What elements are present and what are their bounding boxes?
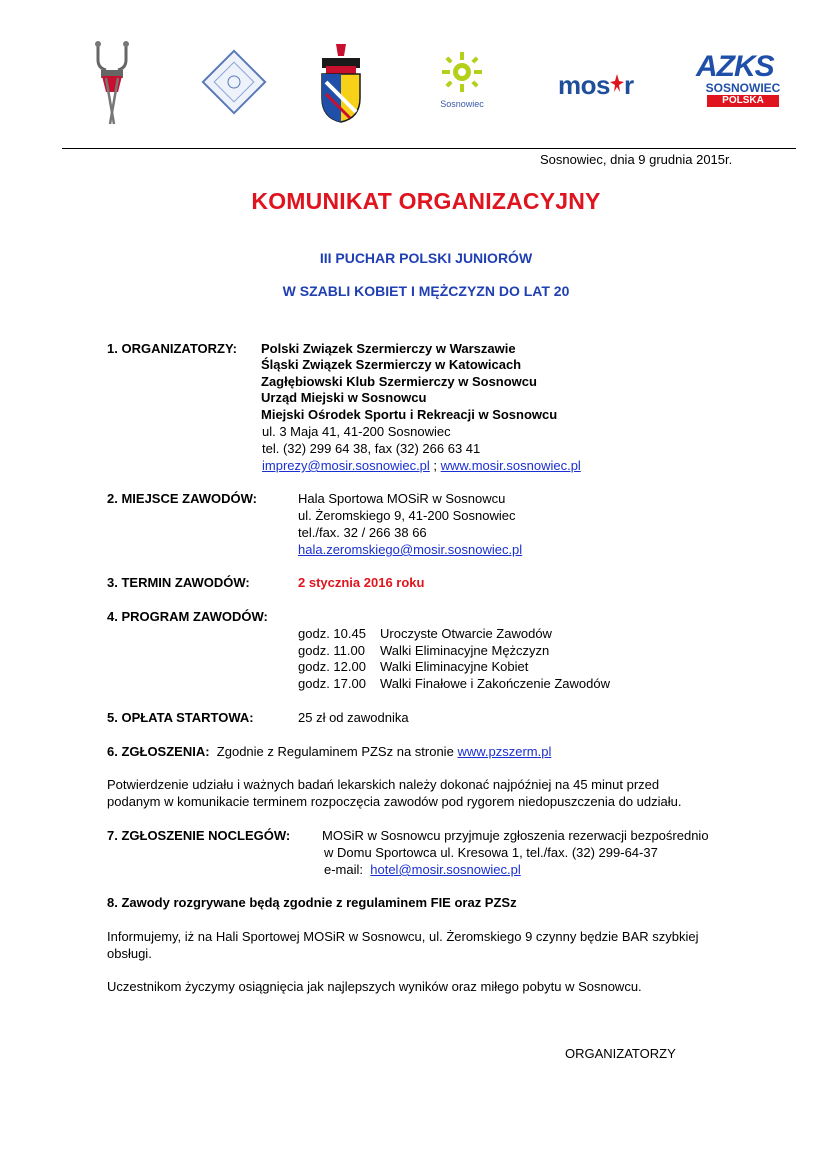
entries-text: Zgodnie z Regulaminem PZSz na stronie <box>216 744 454 759</box>
venue-line-1: Hala Sportowa MOSiR w Sosnowcu <box>298 491 506 506</box>
sosnowiec-caption: Sosnowiec <box>440 99 484 109</box>
azks-logo-text: AZKS <box>696 50 774 83</box>
organizer-website-link[interactable]: www.mosir.sosnowiec.pl <box>440 458 581 473</box>
sosnowiec-city-logo <box>432 50 492 109</box>
program-event-4: Walki Finałowe i Zakończenie Zawodów <box>380 676 611 691</box>
lodging-line-2: w Domu Sportowca ul. Kresowa 1, tel./fax. (32) 299-64-37 <box>324 845 658 860</box>
lodging-email-row <box>324 862 521 879</box>
page-title: KOMUNIKAT ORGANIZACYJNY <box>251 188 601 214</box>
mosir-logo-text-r: r <box>623 70 635 100</box>
date-line: Sosnowiec, dnia 9 grudnia 2015r. <box>540 152 733 167</box>
azks-logo-city: SOSNOWIEC <box>705 81 781 95</box>
program-event-3: Walki Eliminacyjne Kobiet <box>380 659 529 674</box>
venue-email-link[interactable]: hala.zeromskiego@mosir.sosnowiec.pl <box>298 542 523 557</box>
pzszerm-link[interactable]: www.pzszerm.pl <box>457 744 552 759</box>
event-date: 2 stycznia 2016 roku <box>298 575 425 590</box>
fee-value: 25 zł od zawodnika <box>298 710 409 725</box>
venue-label: 2. MIEJSCE ZAWODÓW: <box>107 491 257 506</box>
closing-text: Uczestnikom życzymy osiągnięcia jak najlepszych wyników oraz miłego pobytu w Sosnowcu. <box>107 979 642 994</box>
mosir-logo-text: mos <box>558 70 610 100</box>
azks-logo-country: POLSKA <box>707 95 779 107</box>
header-divider <box>62 148 796 149</box>
program-event-1: Uroczyste Otwarcie Zawodów <box>380 626 552 641</box>
mosir-logo <box>558 70 634 101</box>
organizer-line-1: Polski Związek Szermierczy w Warszawie <box>261 341 516 356</box>
entries-note-line-2: podanym w komunikacie terminem rozpoczęcia zawodów pod rygorem niedopuszczenia do udziału. <box>107 794 682 809</box>
subtitle-line-2: W SZABLI KOBIET I MĘŻCZYZN DO LAT 20 <box>282 283 570 299</box>
organizer-contacts <box>262 458 581 475</box>
organizer-address: ul. 3 Maja 41, 41-200 Sosnowiec <box>262 424 451 439</box>
lodging-label: 7. ZGŁOSZENIE NOCLEGÓW: <box>107 828 291 843</box>
lodging-email-label: e-mail: <box>324 862 364 877</box>
venue-line-3: tel./fax. 32 / 266 38 66 <box>298 525 427 540</box>
organizer-line-5: Miejski Ośrodek Sportu i Rekreacji w Sosnowcu <box>261 407 558 422</box>
azks-sosnowiec-logo <box>696 52 790 107</box>
rules-statement: 8. Zawody rozgrywane będą zgodnie z regulaminem FIE oraz PZSz <box>107 895 517 910</box>
entries-row <box>107 744 551 761</box>
program-event-2: Walki Eliminacyjne Mężczyzn <box>380 643 550 658</box>
venue-line-2: ul. Żeromskiego 9, 41-200 Sosnowiec <box>298 508 516 523</box>
organizer-email-link[interactable]: imprezy@mosir.sosnowiec.pl <box>262 458 430 473</box>
contact-separator: ; <box>429 458 441 473</box>
program-time-3: godz. 12.00 <box>298 659 366 674</box>
hotel-email-link[interactable]: hotel@mosir.sosnowiec.pl <box>370 862 521 877</box>
entries-label: 6. ZGŁOSZENIA: <box>107 744 210 759</box>
organizer-phone: tel. (32) 299 64 38, fax (32) 266 63 41 <box>262 441 481 456</box>
subtitle-line-1: III PUCHAR POLSKI JUNIORÓW <box>319 250 533 266</box>
fencing-emblem-logo <box>88 40 136 131</box>
organizer-line-4: Urząd Miejski w Sosnowcu <box>261 390 427 405</box>
organizer-line-2: Śląski Związek Szermierczy w Katowicach <box>261 357 522 372</box>
silesian-fencing-association-logo <box>198 46 270 123</box>
program-time-1: godz. 10.45 <box>298 626 366 641</box>
fee-label: 5. OPŁATA STARTOWA: <box>107 710 254 725</box>
organizers-label: 1. ORGANIZATORZY: <box>107 341 237 356</box>
lodging-line-1: MOSiR w Sosnowcu przyjmuje zgłoszenia rezerwacji bezpośrednio <box>322 828 709 843</box>
entries-note-line-1: Potwierdzenie udziału i ważnych badań lekarskich należy dokonać najpóźniej na 45 minut przed <box>107 777 660 792</box>
mosir-star-icon <box>610 74 624 101</box>
organizer-line-3: Zagłębiowski Klub Szermierczy w Sosnowcu <box>261 374 537 389</box>
program-label: 4. PROGRAM ZAWODÓW: <box>107 609 268 624</box>
info-line-2: obsługi. <box>107 946 152 961</box>
program-time-2: godz. 11.00 <box>298 643 365 658</box>
signature: ORGANIZATORZY <box>565 1046 676 1061</box>
info-line-1: Informujemy, iż na Hali Sportowej MOSiR w Sosnowcu, ul. Żeromskiego 9 czynny będzie BAR szybkiej <box>107 929 699 944</box>
program-time-4: godz. 17.00 <box>298 676 366 691</box>
club-crest-logo <box>316 42 366 129</box>
date-label: 3. TERMIN ZAWODÓW: <box>107 575 250 590</box>
